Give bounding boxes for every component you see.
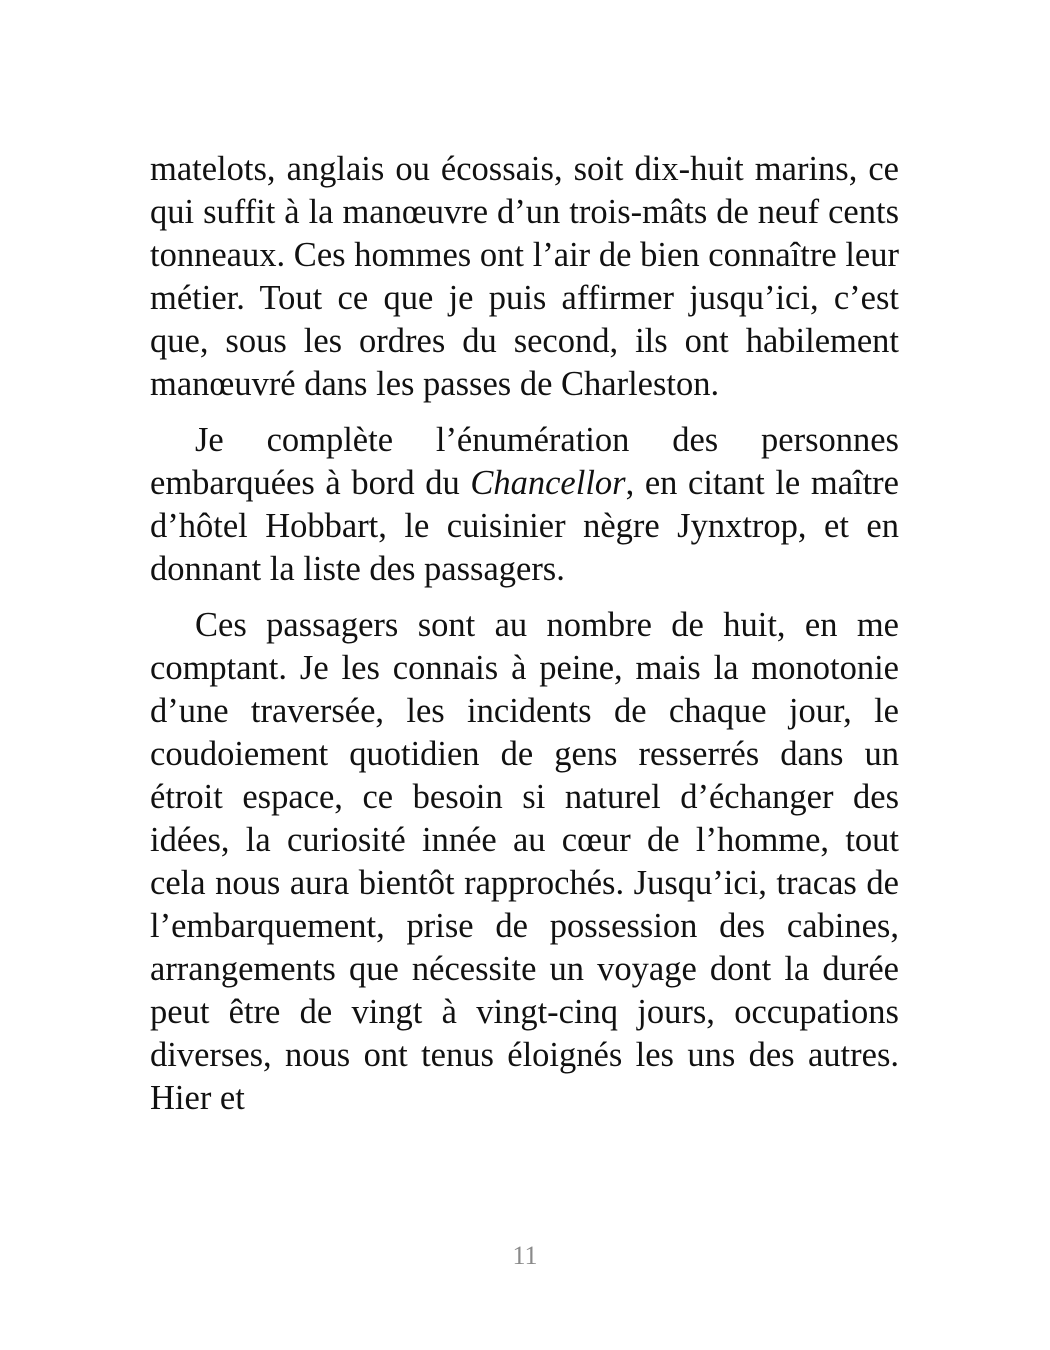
paragraph-1: matelots, anglais ou écossais, soit dix-huit marins, ce qui suffit à la manœuvre d’un trois-mâts de neuf cents tonneaux. Ces hommes ont l’air de bien connaître leur métier. Tout ce que je puis affirmer jusqu’ici, c’est que, sous les ordres du second, ils ont habilement manœuvré dans les passes de Charleston. — [150, 150, 899, 403]
paragraph-2-text-end: , en citant le maître d’hôtel Hobbart, le cuisinier nègre Jynxtrop, et en donnant la liste des passagers. — [150, 464, 899, 588]
paragraph-2-text-start: Je complète l’énumération des personnes embarquées à bord du — [150, 421, 899, 502]
paragraph-3: Ces passagers sont au nombre de huit, en me comptant. Je les connais à peine, mais la monotonie d’une traversée, les incidents de chaque jour, le coudoiement quotidien de gens resserrés dans un étroit espace, ce besoin si naturel d’échanger des idées, la curiosité innée au cœur de l’homme, tout cela nous aura bientôt rapprochés. Jusqu’ici, tracas de l’embarquement, prise de possession des cabines, arrangements que nécessite un voyage dont la durée peut être de vingt à vingt-cinq jours, occupations diverses, nous ont tenus éloignés les uns des autres. Hier et — [150, 606, 899, 1117]
page-body — [150, 148, 899, 1120]
ship-name-italic: Chancellor — [470, 464, 626, 502]
page-number: 11 — [512, 1241, 538, 1270]
paragraph-2 — [150, 419, 899, 591]
